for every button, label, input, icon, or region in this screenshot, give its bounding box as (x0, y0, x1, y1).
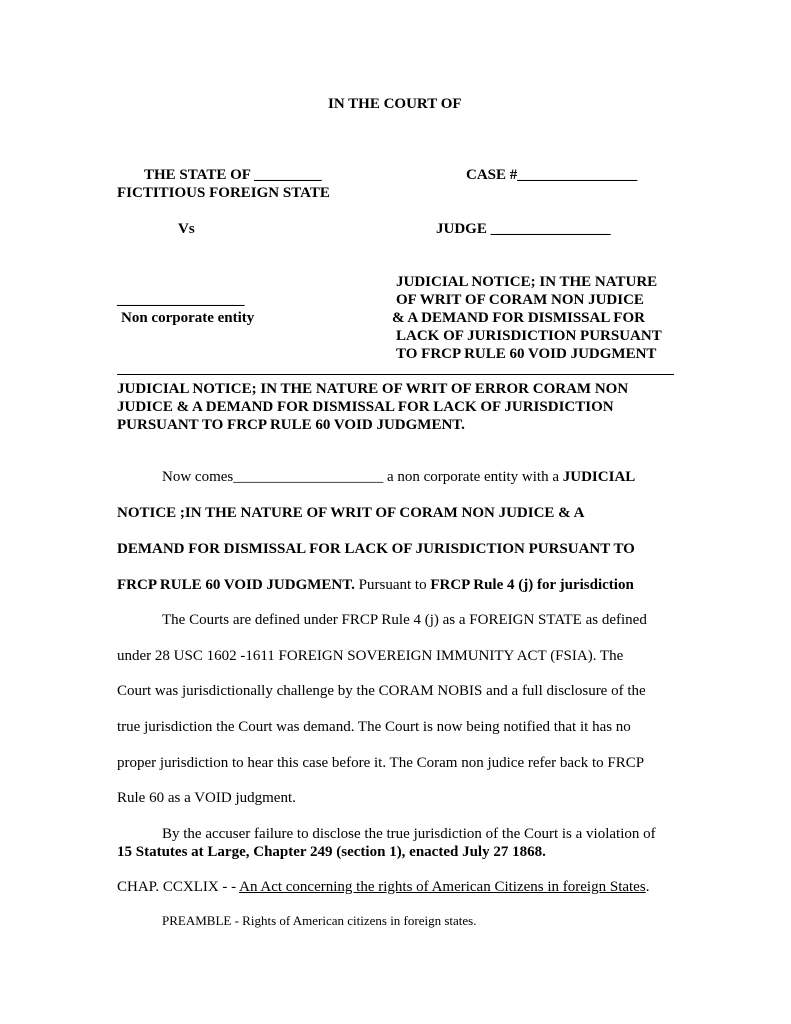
heading-line: JUDICE & A DEMAND FOR DISMISSAL FOR LACK OF JURISDICTION (117, 399, 614, 415)
caption-notice-line: & A DEMAND FOR DISMISSAL FOR (392, 310, 645, 326)
para1-pursuant: Pursuant to (354, 577, 431, 593)
state-line: THE STATE OF _________ (144, 167, 322, 183)
para2-line: under 28 USC 1602 -1611 FOREIGN SOVEREIGN IMMUNITY ACT (FSIA). The (117, 648, 624, 664)
judge-line: JUDGE ________________ (436, 221, 611, 237)
party-label: Non corporate entity (121, 310, 255, 326)
preamble: PREAMBLE - Rights of American citizens in foreign states. (162, 913, 477, 928)
case-number-line: CASE #________________ (466, 167, 638, 183)
para2-line: Court was jurisdictionally challenge by the CORAM NOBIS and a full disclosure of the (117, 683, 646, 699)
caption-notice-line: LACK OF JURISDICTION PURSUANT (396, 328, 662, 344)
chapter-suffix: . (645, 879, 650, 895)
para1-intro: Now comes____________________ a non corporate entity with a (162, 469, 563, 485)
chapter-line (117, 878, 649, 896)
versus-label: Vs (178, 221, 195, 237)
heading-line: PURSUANT TO FRCP RULE 60 VOID JUDGMENT. (117, 417, 465, 433)
para1-void-judgment: FRCP RULE 60 VOID JUDGMENT. (117, 577, 355, 593)
para1-line2: NOTICE ;IN THE NATURE OF WRIT OF CORAM NON JUDICE & A (117, 505, 585, 521)
caption-notice-line: OF WRIT OF CORAM NON JUDICE (396, 292, 644, 308)
para2-line: proper jurisdiction to hear this case before it. The Coram non judice refer back to FRCP (117, 755, 645, 771)
para3-statute: 15 Statutes at Large, Chapter 249 (section 1), enacted July 27 1868. (117, 844, 546, 860)
para1-frcp-rule: FRCP Rule 4 (j) for jurisdiction (430, 577, 634, 593)
party-blank: _________________ (117, 292, 245, 308)
heading-line: JUDICIAL NOTICE; IN THE NATURE OF WRIT OF ERROR CORAM NON (117, 381, 629, 397)
court-title: IN THE COURT OF (328, 96, 462, 112)
para1-line1 (162, 468, 635, 486)
para2-line: Rule 60 as a VOID judgment. (117, 790, 296, 806)
chapter-prefix: CHAP. CCXLIX - - (117, 879, 240, 895)
caption-notice-line: TO FRCP RULE 60 VOID JUDGMENT (396, 346, 657, 362)
caption-notice-line: JUDICIAL NOTICE; IN THE NATURE (396, 274, 658, 290)
para1-emphasis: JUDICIAL (562, 469, 636, 485)
para3-line1: By the accuser failure to disclose the true jurisdiction of the Court is a violation of (162, 826, 656, 842)
para2-line: The Courts are defined under FRCP Rule 4 (j) as a FOREIGN STATE as defined (162, 612, 647, 628)
caption-divider (117, 374, 674, 375)
para2-line: true jurisdiction the Court was demand. The Court is now being notified that it has no (117, 719, 631, 735)
para1-line4 (117, 576, 634, 594)
chapter-title: An Act concerning the rights of American Citizens in foreign States (239, 879, 646, 895)
state-subtitle: FICTITIOUS FOREIGN STATE (117, 185, 330, 201)
para1-line3: DEMAND FOR DISMISSAL FOR LACK OF JURISDICTION PURSUANT TO (117, 541, 635, 557)
